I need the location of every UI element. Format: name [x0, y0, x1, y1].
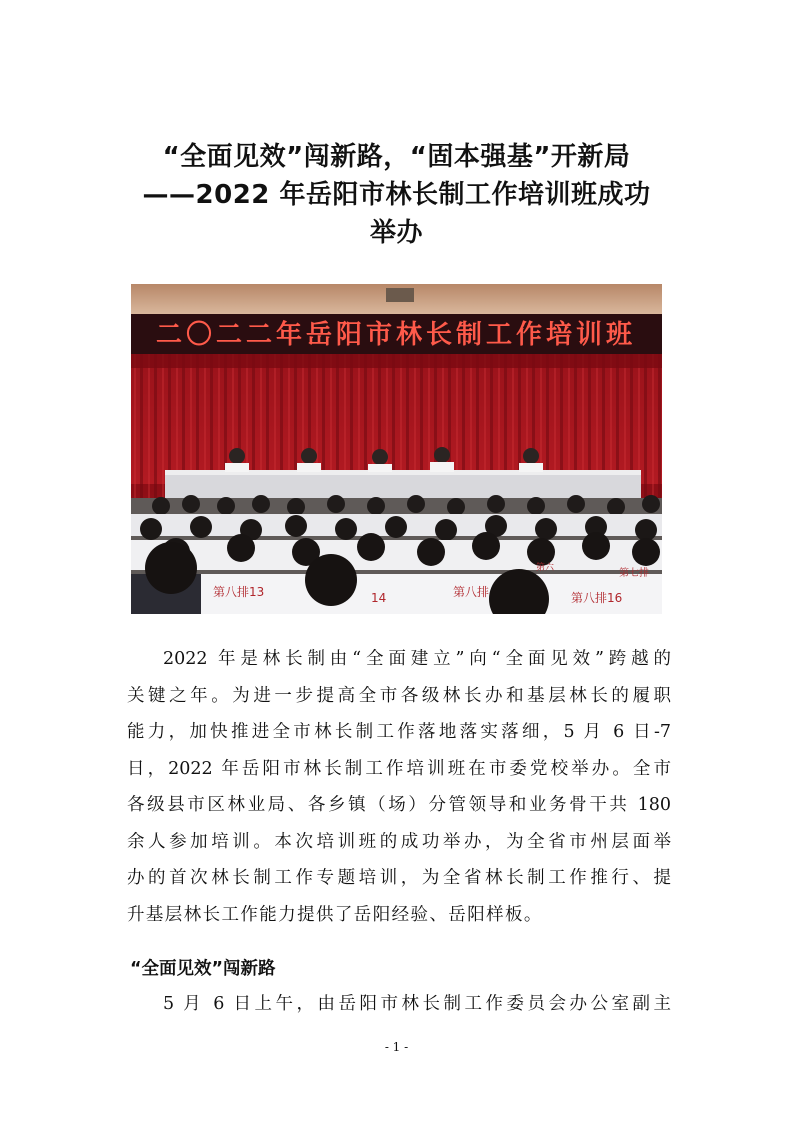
paragraph-1-line: 关键之年。为进一步提高全市各级林长办和基层林长的履职: [127, 685, 671, 706]
seat-label-4: 第八排16: [571, 591, 623, 605]
paragraph-1-line: 2022 年是林长制由“全面建立”向“全面见效”跨越的: [163, 649, 671, 669]
banner-text: 二〇二二年岳阳市林长制工作培训班: [155, 320, 637, 350]
meeting-photo-drawing: [131, 284, 662, 614]
page-number: - 1 -: [384, 1040, 409, 1054]
paragraph-1-line: 办的首次林长制工作专题培训，为全省林长制工作推行、提: [127, 868, 671, 888]
seat-label-5: 第七排: [619, 568, 649, 579]
seat-label-2: 14: [371, 591, 387, 605]
seat-label-6: 第六: [536, 563, 555, 573]
paragraph-1-line: 各级县市区林业局、各乡镇（场）分管领导和业务骨干共 180: [127, 795, 671, 815]
document-title: [60, 138, 733, 252]
section-heading: “全面见效”闯新路: [130, 959, 276, 979]
meeting-photo: [131, 284, 662, 614]
seat-label-1: 第八排13: [213, 585, 265, 599]
paragraph-1: [127, 641, 671, 933]
paragraph-2: [127, 986, 671, 1023]
paragraph-2-line: 5 月 6 日上午，由岳阳市林长制工作委员会办公室副主: [163, 994, 671, 1014]
paragraph-1-line: 能力，加快推进全市林长制工作落地落实落细，5 月 6 日-7: [127, 722, 671, 742]
title-line-2: ——2022 年岳阳市林长制工作培训班成功: [142, 180, 651, 210]
paragraph-1-line: 升基层林长工作能力提供了岳阳经验、岳阳样板。: [127, 904, 543, 925]
paragraph-1-line: 余人参加培训。本次培训班的成功举办，为全省市州层面举: [127, 831, 671, 852]
seat-label-3: 第八排: [453, 585, 490, 599]
title-line-3: 举办: [369, 218, 423, 248]
title-line-1: “全面见效”闯新路，“固本强基”开新局: [162, 142, 631, 172]
paragraph-1-line: 日，2022 年岳阳市林长制工作培训班在市委党校举办。全市: [127, 758, 671, 779]
